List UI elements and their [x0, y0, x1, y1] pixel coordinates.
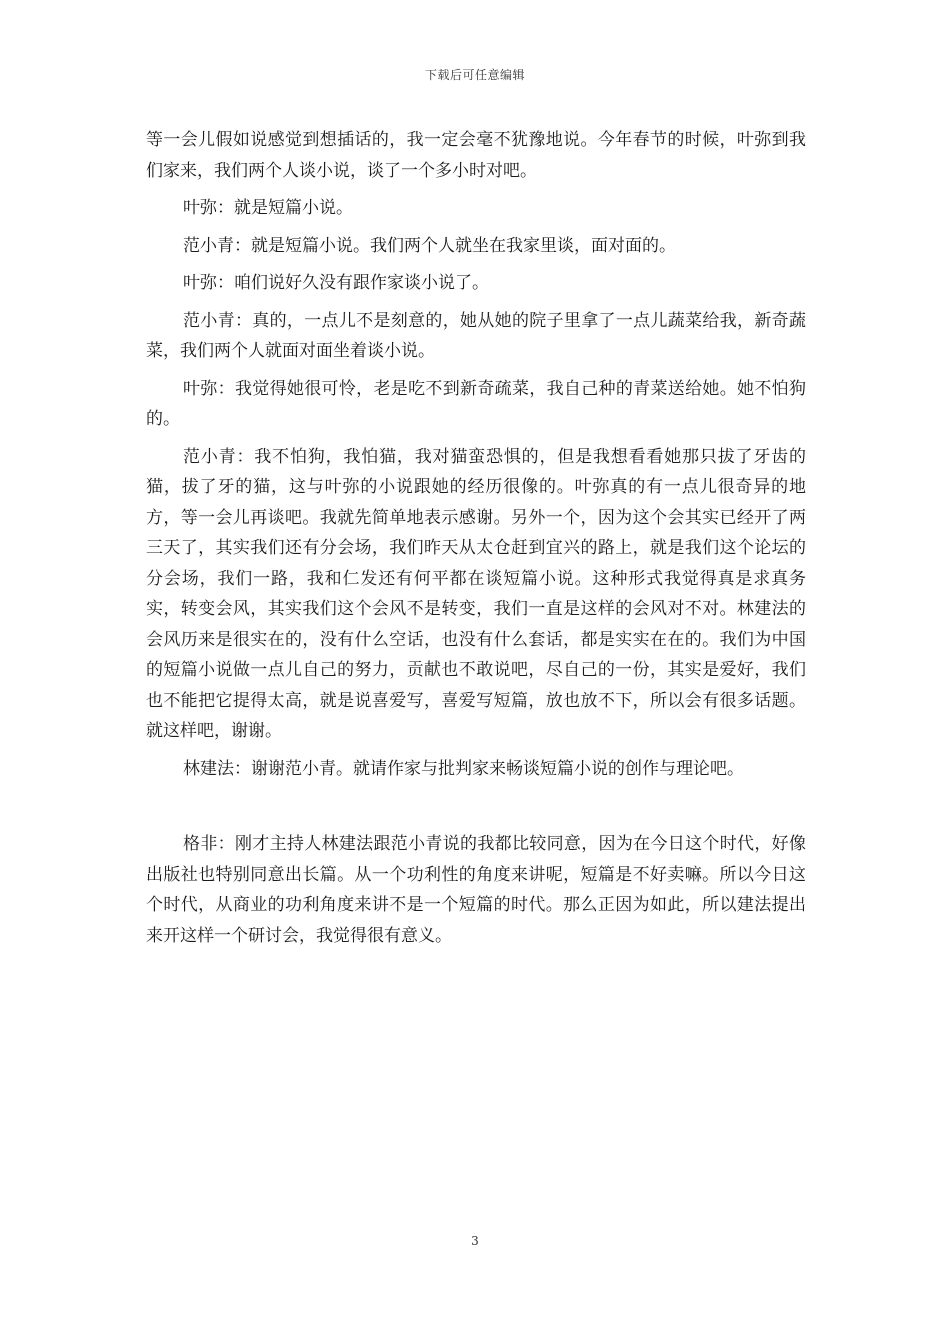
document-body — [146, 125, 806, 958]
page-number: 3 — [471, 1234, 479, 1248]
paragraph: 叶弥：咱们说好久没有跟作家谈小说了。 — [183, 273, 489, 293]
paragraph: 等一会儿假如说感觉到想插话的，我一定会毫不犹豫地说。今年春节的时候，叶弥到我们家来，我们两个人谈小说，谈了一个多小时对吧。 — [146, 130, 806, 181]
paragraph: 格非：刚才主持人林建法跟范小青说的我都比较同意，因为在今日这个时代，好像出版社也特别同意出长篇。从一个功利性的角度来讲呢，短篇是不好卖嘛。所以今日这个时代，从商业的功利角度来讲不是一个短篇的时代。那么正因为如此，所以建法提出来开这样一个研讨会，我觉得很有意义。 — [146, 834, 806, 946]
paragraph: 林建法：谢谢范小青。就请作家与批判家来畅谈短篇小说的创作与理论吧。 — [183, 758, 744, 779]
paragraph: 范小青：就是短篇小说。我们两个人就坐在我家里谈，面对面的。 — [183, 235, 676, 256]
paragraph: 叶弥：就是短篇小说。 — [183, 198, 353, 218]
paragraph-gap — [146, 791, 806, 829]
page-header: 下载后可任意编辑 — [424, 68, 525, 82]
paragraph: 叶弥：我觉得她很可怜，老是吃不到新奇疏菜，我自己种的青菜送给她。她不怕狗的。 — [146, 378, 806, 429]
paragraph: 范小青：真的，一点儿不是刻意的，她从她的院子里拿了一点儿蔬菜给我，新奇蔬菜，我们两个人就面对面坐着谈小说。 — [146, 310, 806, 361]
paragraph: 范小青：我不怕狗，我怕猫，我对猫蛮恐惧的，但是我想看看她那只拔了牙齿的猫，拔了牙的猫，这与叶弥的小说跟她的经历很像的。叶弥真的有一点儿很奇异的地方，等一会儿再谈吧。我就先简单地表示感谢。另外一个，因为这个会其实已经开了两三天了，其实我们还有分会场，我们昨天从太仓赶到宜兴的路上，就是我们这个论坛的分会场，我们一路，我和仁发还有何平都在谈短篇小说。这种形式我觉得真是求真务实，转变会风，其实我们这个会风不是转变，我们一直是这样的会风对不对。林建法的会风历来是很实在的，没有什么空话，也没有什么套话，都是实实在在的。我们为中国的短篇小说做一点儿自己的努力，贡献也不敢说吧，尽自己的一份，其实是爱好，我们也不能把它提得太高，就是说喜爱写，喜爱写短篇，放也放不下，所以会有很多话题。就这样吧，谢谢。 — [146, 446, 806, 741]
